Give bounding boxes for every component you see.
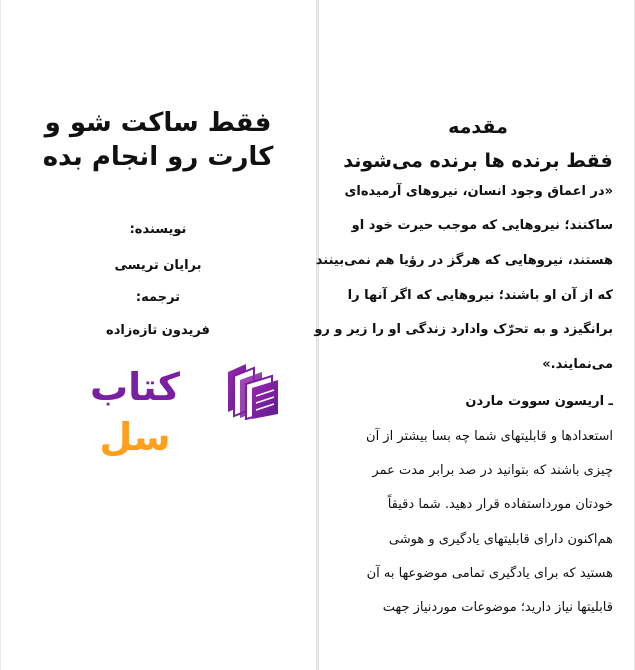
body-line: خودتان مورداستفاده قرار دهید. شما دقیقاً: [387, 497, 613, 512]
translator-label: ترجمه:: [135, 290, 181, 305]
page-edge-left: [0, 0, 1, 670]
chapter-subtitle: فقط برنده ها برنده می‌شوند: [343, 150, 613, 172]
quote-attribution: ـ اریسون سووت ماردن: [465, 394, 613, 409]
book-title: [20, 106, 296, 174]
body-line: هستید که برای یادگیری تمامی موضوعها به آن: [366, 566, 613, 581]
book-title-line-1: فقط ساکت شو و: [44, 108, 272, 138]
quote-line: برانگیزد و به تحرّک وادارد زندگی او را زیر و رو: [314, 322, 613, 337]
publisher-logo: [50, 356, 282, 459]
author-name: برایان تریسی: [114, 258, 202, 273]
quote-line: «در اعماق وجود انسان، نیروهای آرمیده‌ای: [344, 184, 613, 199]
book-pages-icon: [222, 358, 280, 420]
quote-line: ساکنند؛ نیروهایی که موجب حیرت خود او: [351, 218, 613, 233]
logo-wordmark: [50, 362, 220, 462]
body-line: استعدادها و قابلیتهای شما چه بسا بیشتر از آن: [366, 429, 613, 444]
body-line: هم‌اکنون دارای قابلیتهای یادگیری و هوشی: [388, 532, 613, 547]
author-label: نویسنده:: [129, 222, 187, 237]
title-page: [0, 0, 316, 670]
body-line: چیزی باشند که بتوانید در صد برابر مدت عمر: [372, 463, 613, 478]
quote-line: هستند، نیروهایی که هرگز در رؤیا هم نمی‌بینند: [315, 253, 613, 268]
quote-line: می‌نمایند.»: [542, 357, 613, 372]
intro-heading: [333, 110, 623, 178]
logo-word-1: کتاب: [89, 365, 181, 409]
chapter-title: مقدمه: [448, 116, 508, 138]
quote-line: که از آن او باشند؛ نیروهایی که اگر آنها را: [347, 288, 613, 303]
logo-word-2: سل: [99, 415, 171, 459]
translator-name: فریدون تازه‌زاده: [106, 323, 210, 338]
intro-page: [314, 0, 635, 670]
book-title-line-2: کارت رو انجام بده: [42, 142, 274, 172]
body-line: قابلیتها نیاز دارید؛ موضوعات موردنیاز جهت: [382, 600, 613, 615]
